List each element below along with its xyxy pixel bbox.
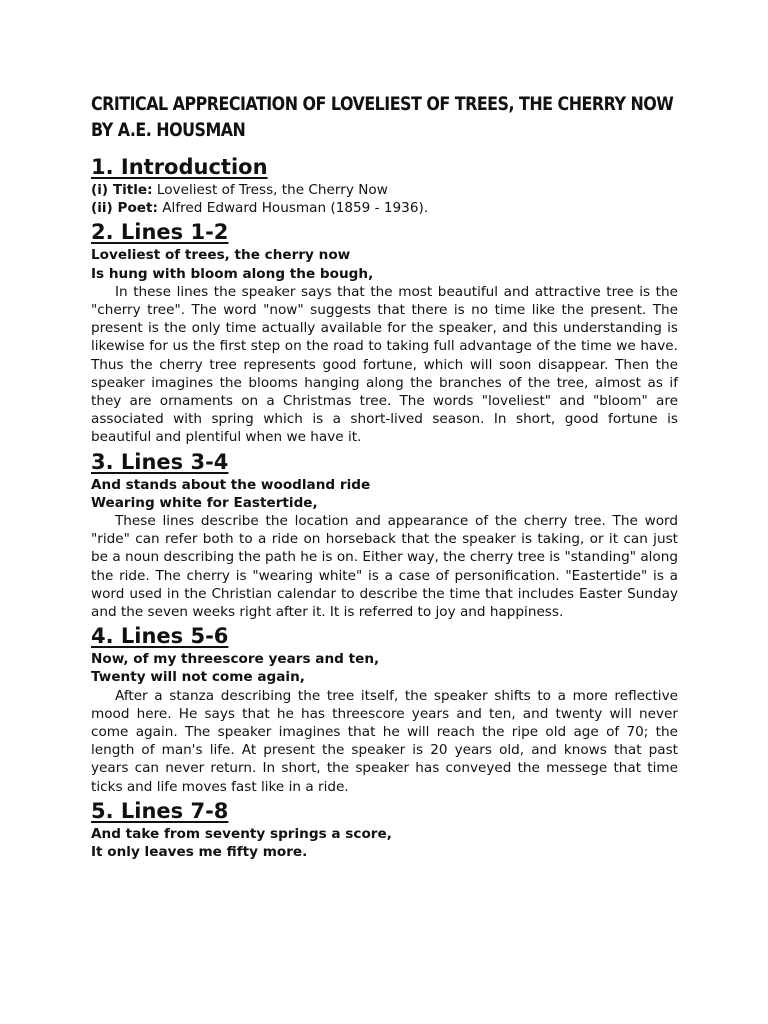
verse-line-7: And take from seventy springs a score,	[91, 825, 392, 842]
verse-line-1: Loveliest of trees, the cherry now	[91, 247, 351, 264]
commentary-lines-3-4: These lines describe the location and appearance of the cherry tree. The word "ride" can refer both to a ride on horseback that the speaker is taking, or it can just be a noun describing the path he is on. Either way, the cherry tree is "standing" along the ride. The cherry is "wearing white" is a case of personification. "Eastertide" is a word used in the Christian calendar to describe the time that includes Easter Sunday and the seven weeks right after it. It is referred to joy and happiness.	[91, 513, 678, 621]
poem-title-line	[91, 181, 678, 199]
section-introduction	[91, 154, 678, 217]
poem-title-label: (i) Title:	[91, 182, 153, 198]
section-heading-lines-5-6: 4. Lines 5-6	[91, 624, 229, 649]
verse-line-4: Wearing white for Eastertide,	[91, 494, 318, 511]
verse-line-5: Now, of my threescore years and ten,	[91, 651, 380, 668]
verse-line-6: Twenty will not come again,	[91, 669, 305, 686]
document-title-line-1: CRITICAL APPRECIATION OF LOVELIEST OF TREES, THE CHERRY NOW	[91, 94, 674, 115]
poet-label: (ii) Poet:	[91, 200, 158, 217]
section-heading-lines-3-4: 3. Lines 3-4	[91, 449, 229, 474]
poet-line	[91, 199, 678, 217]
document-title	[91, 92, 676, 144]
commentary-lines-5-6: After a stanza describing the tree itself, the speaker shifts to a more reflective mood here. He says that he has threescore years and ten, and twenty will never come again. The speaker imagines that he will reach the ripe old age of 70; the length of man's life. At present the speaker is 20 years old, and knows that past years can never return. In short, the speaker has conveyed the messege that time ticks and life moves fast like in a ride.	[91, 687, 678, 795]
poet-value: Alfred Edward Housman (1859 - 1936).	[157, 200, 429, 217]
verse-line-3: And stands about the woodland ride	[91, 476, 371, 493]
poem-title-value: Loveliest of Tress, the Cherry Now	[152, 182, 388, 198]
section-lines-1-2	[91, 219, 678, 446]
section-lines-5-6	[91, 623, 678, 796]
verse-line-2: Is hung with bloom along the bough,	[91, 265, 374, 282]
section-lines-3-4	[91, 449, 678, 622]
commentary-lines-1-2: In these lines the speaker says that the most beautiful and attractive tree is the "cherry tree". The word "now" suggests that there is no time like the present. The present is the only time actually available for the speaker, and this understanding is likewise for us the first step on the road to taking full advantage of the time we have. Thus the cherry tree represents good fortune, which will soon disappear. Then the speaker imagines the blooms hanging along the branches of the tree, almost as if they are ornaments on a Christmas tree. The words "loveliest" and "bloom" are associated with spring which is a short-lived season. In short, good fortune is beautiful and plentiful when we have it.	[91, 283, 678, 446]
verse-line-8: It only leaves me fifty more.	[91, 844, 308, 861]
section-heading-lines-1-2: 2. Lines 1-2	[91, 220, 229, 245]
document-title-line-2: BY A.E. HOUSMAN	[91, 120, 246, 141]
section-lines-7-8	[91, 798, 678, 861]
section-heading-introduction: 1. Introduction	[91, 155, 268, 179]
section-heading-lines-7-8: 5. Lines 7-8	[91, 798, 229, 823]
